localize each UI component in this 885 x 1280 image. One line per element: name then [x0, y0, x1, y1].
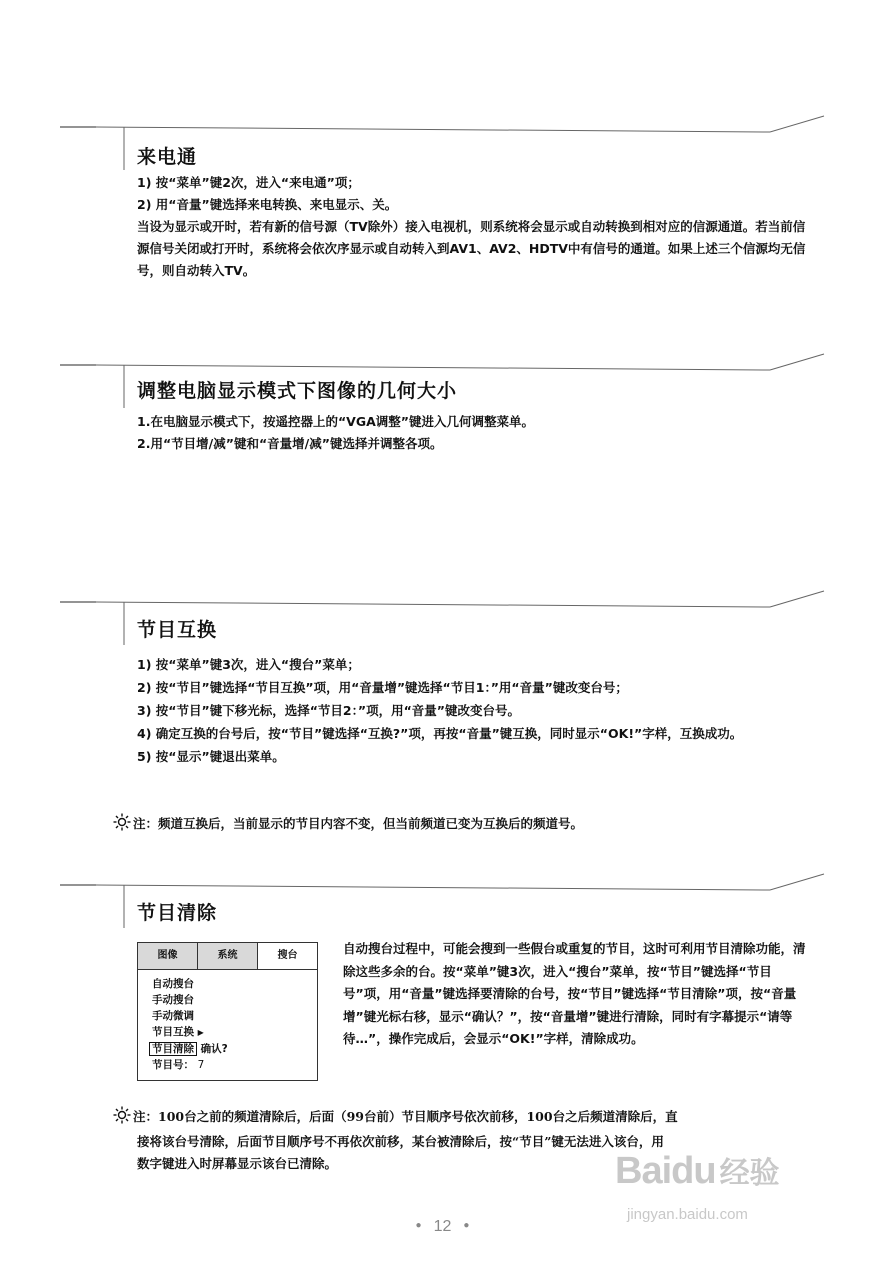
tv-menu-figure — [137, 942, 318, 1081]
baidu-watermark — [615, 1148, 780, 1223]
menu-item: 手动微调 — [152, 1010, 194, 1022]
menu-tab-search: 搜台 — [258, 943, 317, 969]
section-body — [137, 411, 815, 455]
menu-item — [152, 1024, 317, 1041]
menu-item — [152, 1041, 317, 1057]
section-body — [137, 653, 815, 768]
menu-item: 手动搜台 — [152, 994, 194, 1006]
step-line: 4) 确定互换的台号后，按“节目”键选择“互换?”项，再按“音量”键互换，同时显示“OK!”字样，互换成功。 — [137, 726, 743, 741]
step-line: 5) 按“显示”键退出菜单。 — [137, 749, 285, 764]
menu-item-label: 节目号： — [152, 1059, 194, 1071]
section-title: 节目清除 — [137, 902, 218, 924]
note-text: 数字键进入时屏幕显示该台已清除。 — [137, 1156, 338, 1171]
menu-tabs — [138, 943, 317, 970]
section-title: 节目互换 — [137, 619, 218, 641]
menu-items — [138, 970, 317, 1073]
note-text: 注：100台之前的频道清除后，后面（99台前）节目顺序号依次前移，100台之后频道清除后，直 — [133, 1109, 678, 1124]
menu-item-label-selected: 节目清除 — [149, 1042, 197, 1056]
page-number — [0, 1218, 885, 1236]
step-line: 1) 按“菜单”键2次，进入“来电通”项； — [137, 175, 360, 190]
tip-sun-icon — [113, 813, 133, 838]
section-body: 自动搜台过程中，可能会搜到一些假台或重复的节目，这时可利用节目清除功能，清除这些多余的台。按“菜单”键3次，进入“搜台”菜单，按“节目”键选择“节目号”项，用“音量”键选择要清除的台号，按“节目”键选择“节目清除”项，按“音量增”键光标右移，显示“确认？”，按“音量增”键进行清除，同时有字幕提示“请等待…”，操作完成后，会显示“OK!”字样，清除成功。 — [343, 941, 806, 1046]
note-text: 注：频道互换后，当前显示的节目内容不变，但当前频道已变为互换后的频道号。 — [133, 816, 584, 831]
menu-tab-system: 系统 — [198, 943, 258, 969]
page-number-text: 12 — [433, 1218, 452, 1235]
section-divider — [0, 585, 885, 625]
step-line: 1.在电脑显示模式下，按遥控器上的“VGA调整”键进入几何调整菜单。 — [137, 414, 534, 429]
watermark-url: jingyan.baidu.com — [627, 1206, 748, 1223]
step-line: 2) 用“音量”键选择来电转换、来电显示、关。 — [137, 197, 398, 212]
note — [113, 813, 825, 838]
step-line: 2) 按“节目”键选择“节目互换”项，用“音量增”键选择“节目1：”用“音量”键改变台号； — [137, 680, 628, 695]
bullet-icon: ● — [463, 1220, 470, 1231]
watermark-logo-cn: 经验 — [719, 1156, 780, 1191]
menu-tab-picture: 图像 — [138, 943, 198, 969]
section-divider — [0, 868, 885, 908]
menu-item: 自动搜台 — [152, 978, 194, 990]
note-text: 接将该台号清除，后面节目顺序号不再依次前移，某台被清除后，按“节目”键无法进入该台，用 — [137, 1134, 664, 1149]
section-title: 调整电脑显示模式下图像的几何大小 — [137, 380, 458, 402]
program-number: 7 — [197, 1059, 205, 1071]
body-paragraph: 当设为显示或开时，若有新的信号源（TV除外）接入电视机，则系统将会显示或自动转换到相对应的信源通道。若当前信源信号关闭或打开时，系统将会依次序显示或自动转入到AV1、AV2、HDTV中有信号的通道。如果上述三个信源均无信号，则自动转入TV。 — [137, 219, 806, 278]
arrow-right-icon: ▶ — [197, 1028, 204, 1037]
confirm-label: 确认? — [200, 1043, 228, 1055]
step-line: 2.用“节目增/减”键和“音量增/减”键选择并调整各项。 — [137, 436, 443, 451]
step-line: 1) 按“菜单”键3次，进入“搜台”菜单； — [137, 657, 360, 672]
section-title: 来电通 — [137, 146, 198, 168]
bullet-icon: ● — [415, 1220, 422, 1231]
menu-item-label: 节目互换 — [152, 1026, 194, 1038]
menu-item — [152, 1057, 317, 1073]
section-divider — [0, 110, 885, 150]
section-body — [137, 172, 815, 282]
step-line: 3) 按“节目”键下移光标，选择“节目2：”项，用“音量”键改变台号。 — [137, 703, 521, 718]
watermark-logo: Baidu — [615, 1150, 716, 1192]
tip-sun-icon — [113, 1106, 133, 1131]
